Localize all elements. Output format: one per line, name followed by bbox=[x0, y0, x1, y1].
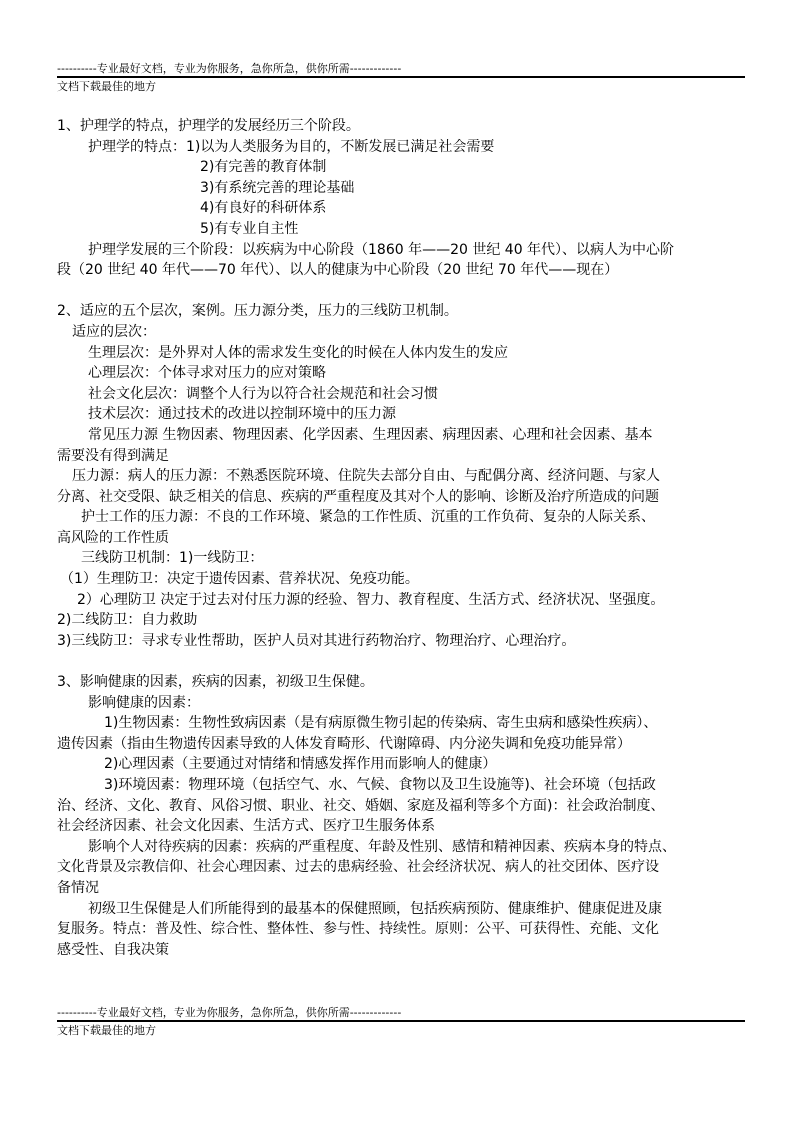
footer-slogan: ----------专业最好文档，专业为你服务，急你所急，供你所需------------- bbox=[57, 1006, 402, 1019]
header-rule bbox=[57, 76, 745, 78]
defense-item: 3)三线防卫：寻求专业性帮助，医护人员对其进行药物治疗、物理治疗、心理治疗。 bbox=[57, 632, 576, 649]
adaptation-levels-heading: 适应的层次： bbox=[72, 323, 156, 340]
footer-rule bbox=[57, 1020, 745, 1022]
disease-factors-line: 影响个人对待疾病的因素：疾病的严重程度、年龄及性别、感情和精神因素、疾病本身的特点、 bbox=[88, 838, 676, 855]
patient-stressors-line: 压力源：病人的压力源：不熟悉医院环境、住院失去部分自由、与配偶分离、经济问题、与家人 bbox=[72, 468, 660, 485]
section-1-title: 1、护理学的特点，护理学的发展经历三个阶段。 bbox=[57, 118, 360, 134]
adaptation-level: 生理层次：是外界对人体的需求发生变化的时候在人体内发生的发应 bbox=[88, 344, 508, 361]
patient-stressors-line: 分离、社交受限、缺乏相关的信息、疾病的严重程度及其对个人的影响、诊断及治疗所造成的问题 bbox=[57, 488, 659, 505]
health-factor-line: 1)生物因素：生物性致病因素（是有病原微生物引起的传染病、寄生虫病和感染性疾病）、 bbox=[104, 715, 658, 732]
feature-item: 4)有良好的科研体系 bbox=[200, 200, 327, 217]
primary-care-line: 复服务。特点：普及性、综合性、整体性、参与性、持续性。原则：公平、可获得性、充能、文化 bbox=[57, 921, 659, 938]
nursing-stages-line: 段（20 世纪 40 年代——70 年代）、以人的健康为中心阶段（20 世纪 70 年代——现在） bbox=[57, 262, 619, 279]
document-body bbox=[57, 116, 743, 960]
primary-care-line: 感受性、自我决策 bbox=[57, 941, 169, 958]
section-2-title: 2、适应的五个层次，案例。压力源分类，压力的三线防卫机制。 bbox=[57, 303, 458, 320]
footer-site: 文档下载最佳的地方 bbox=[57, 1024, 156, 1037]
defense-item: 2）心理防卫 决定于过去对付压力源的经验、智力、教育程度、生活方式、经济状况、坚强度。 bbox=[77, 591, 665, 608]
primary-care-line: 初级卫生保健是人们所能得到的最基本的保健照顾，包括疾病预防、健康维护、健康促进及康 bbox=[88, 900, 662, 917]
nurse-stressors-line: 高风险的工作性质 bbox=[57, 529, 169, 546]
defense-item: 2)二线防卫：自力救助 bbox=[57, 612, 198, 629]
header-site: 文档下载最佳的地方 bbox=[57, 80, 156, 93]
spacer bbox=[57, 651, 743, 672]
defense-mechanism: 三线防卫机制：1)一线防卫： bbox=[81, 550, 264, 567]
spacer bbox=[57, 281, 743, 302]
nursing-stages-line: 护理学发展的三个阶段：以疾病为中心阶段（1860 年——20 世纪 40 年代）、以病人为中心阶 bbox=[88, 241, 675, 258]
health-factor-line: 3)环境因素：物理环境（包括空气、水、气候、食物以及卫生设施等)、社会环境（包括政 bbox=[104, 777, 656, 793]
adaptation-level: 心理层次：个体寻求对压力的应对策略 bbox=[88, 365, 326, 382]
health-factor-line: 社会经济因素、社会文化因素、生活方式、医疗卫生服务体系 bbox=[57, 818, 435, 835]
nurse-stressors-line: 护士工作的压力源：不良的工作环境、紧急的工作性质、沉重的工作负荷、复杂的人际关系、 bbox=[81, 509, 655, 526]
disease-factors-line: 文化背景及宗教信仰、社会心理因素、过去的患病经验、社会经济状况、病人的社交团体、医疗设 bbox=[57, 859, 659, 876]
header-slogan: ----------专业最好文档，专业为你服务，急你所急，供你所需------------- bbox=[57, 62, 402, 75]
header-site-wrap bbox=[57, 80, 745, 94]
health-factor-line: 治、经济、文化、教育、风俗习惯、职业、社交、婚姻、家庭及福利等多个方面)：社会政治制度、 bbox=[57, 797, 665, 814]
feature-item: 2)有完善的教育体制 bbox=[200, 159, 327, 176]
adaptation-level: 社会文化层次：调整个人行为以符合社会规范和社会习惯 bbox=[88, 385, 438, 402]
nursing-features: 护理学的特点：1)以为人类服务为目的，不断发展已满足社会需要 bbox=[88, 138, 495, 155]
defense-item: （1）生理防卫：决定于遗传因素、营养状况、免疫功能。 bbox=[60, 571, 419, 588]
feature-item: 3)有系统完善的理论基础 bbox=[200, 179, 355, 196]
disease-factors-line: 备情况 bbox=[57, 879, 99, 896]
health-factor-line: 遗传因素（指由生物遗传因素导致的人体发育畸形、代谢障碍、内分泌失调和免疫功能异常） bbox=[57, 735, 631, 752]
page-header bbox=[57, 62, 745, 76]
stressor-sources-line: 常见压力源 生物因素、物理因素、化学因素、生理因素、病理因素、心理和社会因素、基本 bbox=[88, 426, 653, 443]
section-3-title: 3、影响健康的因素，疾病的因素，初级卫生保健。 bbox=[57, 674, 374, 691]
health-factor-line: 2)心理因素（主要通过对情绪和情感发挥作用而影响人的健康） bbox=[104, 756, 497, 773]
stressor-sources-line: 需要没有得到满足 bbox=[57, 447, 169, 464]
page-footer bbox=[57, 1006, 745, 1020]
feature-item: 5)有专业自主性 bbox=[200, 220, 299, 237]
health-factors-heading: 影响健康的因素： bbox=[88, 694, 200, 711]
adaptation-level: 技术层次：通过技术的改进以控制环境中的压力源 bbox=[88, 406, 396, 423]
footer-site-wrap bbox=[57, 1024, 745, 1038]
